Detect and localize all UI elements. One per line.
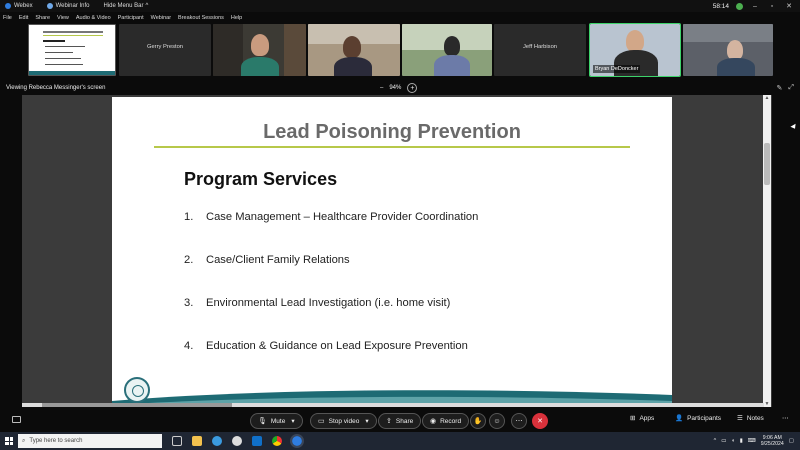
maximize-icon[interactable]: ▫ [770, 2, 774, 10]
participant-strip [0, 24, 800, 77]
view-options [777, 84, 794, 92]
participant-video-tile[interactable] [213, 24, 306, 76]
language-icon[interactable]: ⌨ [747, 438, 756, 444]
menu-view[interactable]: View [57, 14, 69, 21]
microphone-icon: 🎙 [258, 418, 267, 425]
annotate-icon[interactable]: ✎ [776, 85, 783, 92]
volume-icon[interactable]: ◖ [731, 438, 735, 444]
participant-video-tile[interactable] [683, 24, 773, 76]
file-explorer-icon[interactable] [192, 436, 202, 446]
fullscreen-icon[interactable]: ⤢ [788, 84, 794, 91]
participant-name: Gerry Preston [146, 44, 184, 50]
menu-bar [0, 13, 249, 22]
mute-button[interactable]: 🎙 Mute ▾ [250, 413, 303, 429]
security-shield-icon[interactable] [736, 3, 743, 10]
viewing-label: Viewing Rebecca Messinger's screen [6, 85, 106, 91]
record-icon: ◉ [430, 418, 437, 425]
mouse-cursor-icon [790, 124, 797, 130]
info-icon [47, 3, 53, 9]
system-tray [714, 435, 800, 447]
scrollbar-thumb[interactable] [764, 143, 770, 185]
leave-meeting-button[interactable] [532, 413, 548, 429]
raise-hand-button[interactable] [470, 413, 486, 429]
microphone-tray-icon[interactable]: ▮ [739, 438, 743, 444]
notes-button[interactable]: ☰ Notes [737, 414, 764, 422]
network-icon[interactable]: ▭ [721, 438, 727, 444]
chevron-up-icon: ^ [145, 3, 149, 9]
presentation-slide [112, 97, 672, 407]
start-button[interactable] [0, 432, 18, 450]
smiley-icon: ☺ [493, 417, 501, 425]
participant-tile-jeff-harbison[interactable] [494, 24, 586, 76]
participants-icon: 👤 [675, 415, 684, 422]
scroll-down-icon[interactable]: ▼ [764, 401, 770, 407]
participants-button[interactable]: 👤 Participants [675, 414, 722, 422]
slide-title: Lead Poisoning Prevention [263, 121, 521, 143]
slide-heading: Program Services [184, 169, 338, 189]
video-camera-icon: ▭ [318, 418, 325, 425]
chrome-icon[interactable] [272, 436, 282, 446]
meeting-timer: 58:14 [712, 2, 729, 10]
vertical-scrollbar[interactable] [763, 95, 771, 407]
outlook-icon[interactable] [252, 436, 262, 446]
notifications-icon[interactable]: ▢ [788, 438, 794, 444]
zoom-in-button[interactable]: + [407, 83, 417, 93]
menu-share[interactable]: Share [35, 14, 51, 21]
menu-edit[interactable]: Edit [18, 14, 29, 21]
zoom-control [380, 83, 417, 93]
list-item: 1. Case Management – Healthcare Provider Coordination [184, 211, 479, 223]
viewing-bar [0, 82, 800, 94]
search-icon: ⌕ [22, 437, 26, 444]
chevron-up-icon[interactable]: ^ [713, 438, 717, 444]
apps-grid-icon: ⊞ [630, 415, 636, 422]
menu-file[interactable]: File [3, 14, 12, 21]
more-icon: ⋯ [515, 418, 523, 425]
scrollbar-thumb[interactable] [42, 403, 232, 407]
list-item: 2. Case/Client Family Relations [184, 254, 350, 266]
webex-taskbar-icon[interactable] [292, 436, 302, 446]
close-icon[interactable]: ✕ [786, 3, 792, 10]
captions-icon[interactable] [12, 416, 21, 423]
hide-menu-bar-button[interactable]: Hide Menu Bar ^ [103, 3, 149, 9]
stop-video-button[interactable]: ▭ Stop video ▾ [310, 413, 377, 429]
title-bar [0, 0, 800, 12]
shared-screen [22, 95, 772, 407]
menu-breakout-sessions[interactable]: Breakout Sessions [178, 14, 224, 21]
menu-audio-video[interactable]: Audio & Video [75, 14, 111, 21]
menu-help[interactable]: Help [230, 14, 243, 21]
task-view-icon[interactable] [172, 436, 182, 446]
more-options-button[interactable] [511, 413, 527, 429]
participant-tile-gerry-preston[interactable] [119, 24, 211, 76]
slide-divider [154, 146, 630, 148]
participant-name: Bryan DeDoncker [595, 66, 639, 72]
record-button[interactable]: ◉ Record [422, 413, 469, 429]
notes-icon: ☰ [737, 415, 743, 422]
close-icon: ✕ [537, 418, 543, 425]
more-panels-icon[interactable]: ⋯ [782, 415, 789, 422]
participant-video-tile[interactable] [402, 24, 492, 76]
webex-logo-icon [5, 3, 11, 9]
list-item: 4. Education & Guidance on Lead Exposure Prevention [184, 340, 468, 352]
chevron-down-icon[interactable]: ▾ [291, 418, 295, 425]
app-icon[interactable] [232, 436, 242, 446]
menu-participant[interactable]: Participant [117, 14, 144, 21]
participant-video-tile[interactable] [308, 24, 400, 76]
taskbar-clock[interactable]: 9:06 AM 9/25/2024 [760, 435, 784, 447]
raise-hand-icon: ✋ [473, 418, 483, 425]
chevron-down-icon[interactable]: ▾ [365, 418, 369, 425]
edge-icon[interactable] [212, 436, 222, 446]
webinar-info-button[interactable]: Webinar Info [47, 3, 90, 9]
meeting-controls [0, 410, 800, 432]
apps-button[interactable]: ⊞ Apps [630, 414, 655, 422]
participant-name: Jeff Harbison [522, 44, 558, 50]
title-bar-right [713, 2, 800, 10]
app-name: Webex [5, 3, 33, 9]
windows-logo-icon [5, 437, 13, 445]
scroll-up-icon[interactable]: ▲ [764, 95, 770, 101]
share-button[interactable]: ⇪ Share [378, 413, 421, 429]
minimize-icon[interactable]: – [753, 2, 757, 10]
horizontal-scrollbar[interactable] [22, 403, 764, 407]
taskbar-search-box[interactable]: ⌕ Type here to search [18, 434, 162, 448]
menu-webinar[interactable]: Webinar [150, 14, 172, 21]
reactions-button[interactable] [489, 413, 505, 429]
windows-taskbar [0, 432, 800, 450]
list-item: 3. Environmental Lead Investigation (i.e. home visit) [184, 297, 451, 309]
participant-video-tile-active-speaker[interactable] [590, 24, 680, 76]
zoom-out-button[interactable]: – [380, 85, 384, 91]
taskbar-apps [172, 436, 302, 446]
shared-content-thumbnail[interactable] [28, 24, 116, 76]
organization-seal-logo [124, 377, 150, 403]
slide-list [184, 211, 478, 383]
zoom-level: 94% [389, 85, 402, 91]
share-screen-icon: ⇪ [386, 418, 392, 425]
